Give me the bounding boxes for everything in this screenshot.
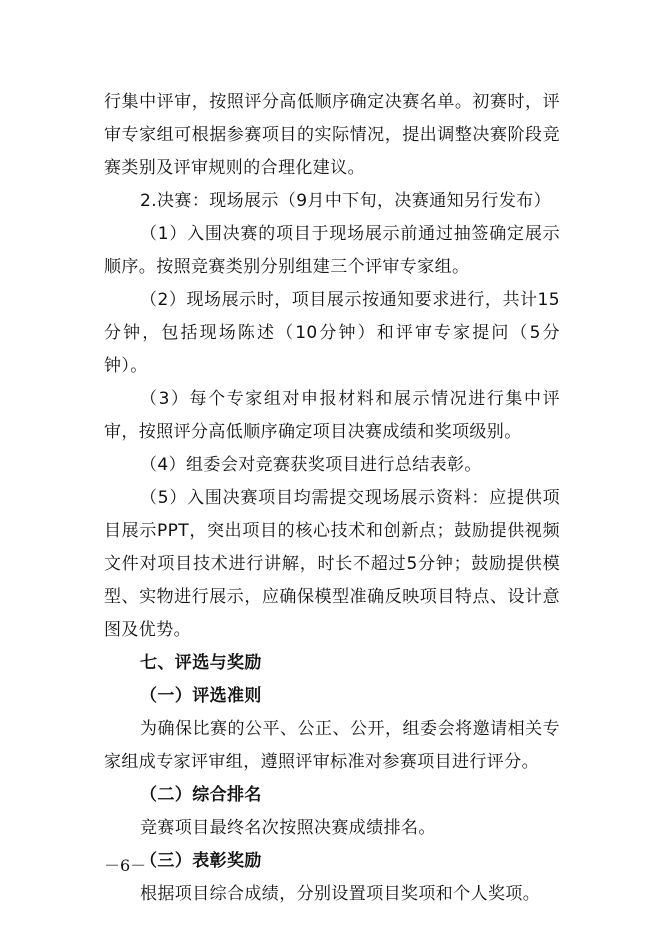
subsection-heading: （一）评选准则 — [140, 686, 262, 706]
paragraph: （3）每个专家组对申报材料和展示情况进行集中评审，按照评分高低顺序确定项目决赛成绩和奖项级别。 — [104, 389, 560, 442]
page-number: －6－ — [104, 856, 147, 875]
section-heading: 七、评选与奖励 — [140, 653, 262, 673]
paragraph: （1）入围决赛的项目于现场展示前通过抽签确定展示顺序。按照竞赛类别分别组建三个评审专家组。 — [104, 224, 560, 277]
subsection-heading: （二）综合排名 — [140, 785, 262, 805]
subsection-heading: （三）表彰奖励 — [140, 851, 262, 871]
document-body — [104, 86, 560, 911]
paragraph: 行集中评审，按照评分高低顺序确定决赛名单。初赛时，评审专家组可根据参赛项目的实际情况，提出调整决赛阶段竞赛类别及评审规则的合理化建议。 — [104, 92, 560, 178]
paragraph: 根据项目综合成绩，分别设置项目奖项和个人奖项。 — [140, 884, 541, 904]
paragraph: 2.决赛：现场展示（9月中下旬，决赛通知另行发布） — [140, 191, 552, 211]
paragraph: 竞赛项目最终名次按照决赛成绩排名。 — [140, 818, 436, 838]
paragraph: 为确保比赛的公平、公正、公开，组委会将邀请相关专家组成专家评审组，遵照评审标准对参赛项目进行评分。 — [104, 719, 560, 772]
paragraph: （2）现场展示时，项目展示按通知要求进行，共计15分钟，包括现场陈述（10分钟）和评审专家提问（5分钟）。 — [104, 290, 560, 376]
paragraph: （5）入围决赛项目均需提交现场展示资料：应提供项目展示PPT，突出项目的核心技术和创新点；鼓励提供视频文件对项目技术进行讲解，时长不超过5分钟；鼓励提供模型、实物进行展示，应确保模型准确反映项目特点、设计意图及优势。 — [104, 488, 560, 640]
paragraph: （4）组委会对竞赛获奖项目进行总结表彰。 — [140, 455, 482, 475]
